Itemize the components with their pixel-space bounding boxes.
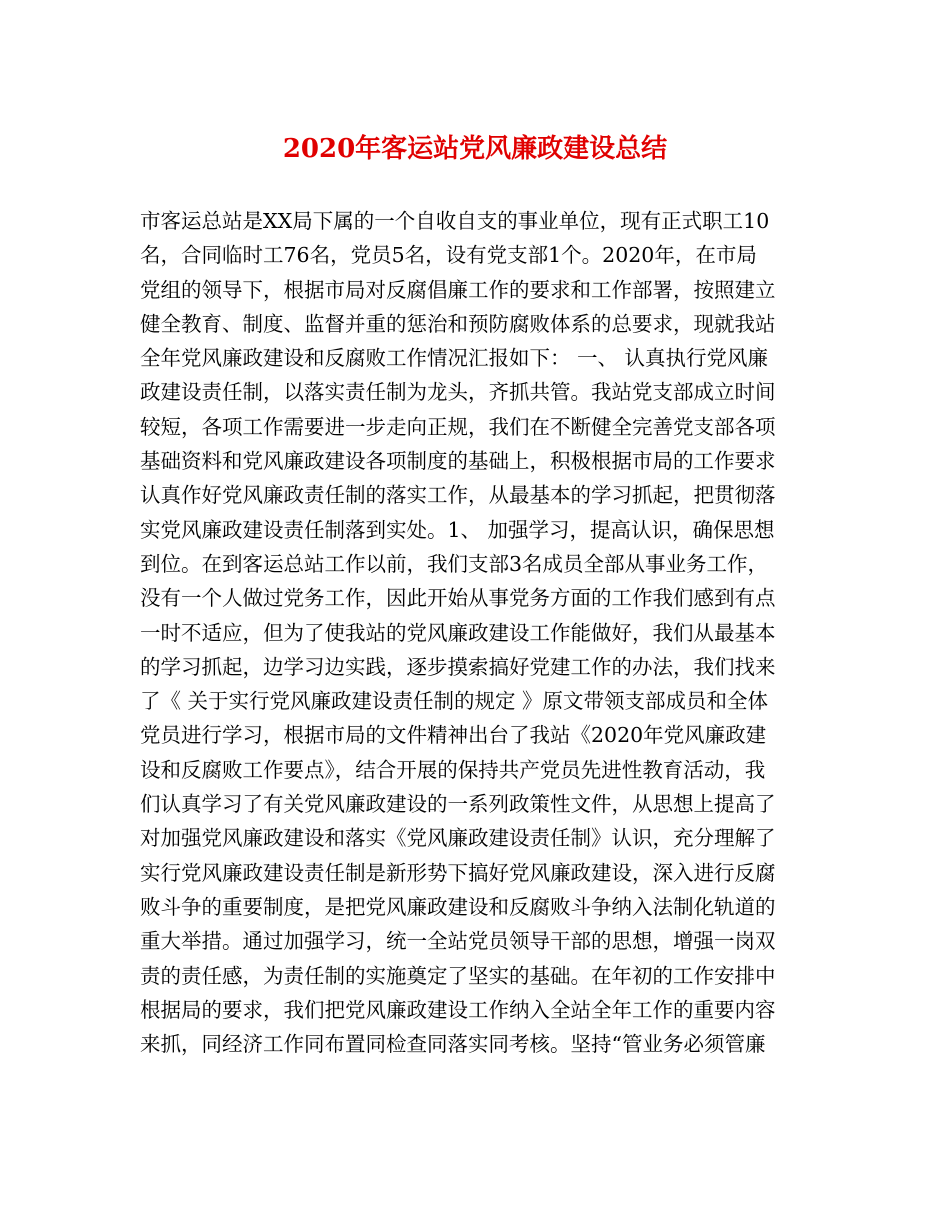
body-line: 政建设责任制，以落实责任制为龙头，齐抓共管。我站党支部成立时间 <box>140 380 776 405</box>
body-line: 到位。在到客运总站工作以前，我们支部3名成员全部从事业务工作， <box>140 551 769 576</box>
body-line: 根据局的要求，我们把党风廉政建设工作纳入全站全年工作的重要内容 <box>140 997 776 1022</box>
document-title: 2020年客运站党风廉政建设总结 <box>282 134 668 164</box>
document-body <box>140 204 820 1061</box>
body-line: 重大举措。通过加强学习，统一全站党员领导干部的思想，增强一岗双 <box>140 929 776 954</box>
body-line: 健全教育、制度、监督并重的惩治和预防腐败体系的总要求，现就我站 <box>140 311 776 336</box>
body-line: 实行党风廉政建设责任制是新形势下搞好党风廉政建设，深入进行反腐 <box>140 860 776 885</box>
body-line: 党员进行学习，根据市局的文件精神出台了我站《2020年党风廉政建 <box>140 723 767 748</box>
body-line: 对加强党风廉政建设和落实《党风廉政建设责任制》认识，充分理解了 <box>140 826 776 851</box>
body-line: 设和反腐败工作要点》，结合开展的保持共产党员先进性教育活动，我 <box>140 757 766 782</box>
body-line: 了《 关于实行党风廉政建设责任制的规定 》原文带领支部成员和全体 <box>140 689 769 714</box>
body-line: 责的责任感，为责任制的实施奠定了坚实的基础。在年初的工作安排中 <box>140 963 776 988</box>
body-line: 们认真学习了有关党风廉政建设的一系列政策性文件，从思想上提高了 <box>140 792 776 817</box>
body-line: 的学习抓起，边学习边实践，逐步摸索搞好党建工作的办法，我们找来 <box>140 654 776 679</box>
body-line: 认真作好党风廉政责任制的落实工作，从最基本的学习抓起，把贯彻落 <box>140 483 776 508</box>
body-line: 全年党风廉政建设和反腐败工作情况汇报如下： 一、 认真执行党风廉 <box>140 346 769 371</box>
body-line: 败斗争的重要制度，是把党风廉政建设和反腐败斗争纳入法制化轨道的 <box>140 894 776 919</box>
body-line: 党组的领导下，根据市局对反腐倡廉工作的要求和工作部署，按照建立 <box>140 277 776 302</box>
body-line: 基础资料和党风廉政建设各项制度的基础上，积极根据市局的工作要求 <box>140 449 776 474</box>
body-line: 实党风廉政建设责任制落到实处。1、 加强学习，提高认识，确保思想 <box>140 517 775 542</box>
body-line: 一时不适应，但为了使我站的党风廉政建设工作能做好，我们从最基本 <box>140 620 776 645</box>
body-line: 较短，各项工作需要进一步走向正规，我们在不断健全完善党支部各项 <box>140 414 776 439</box>
body-line: 市客运总站是XX局下属的一个自收自支的事业单位，现有正式职工10 <box>140 209 770 233</box>
body-line: 没有一个人做过党务工作，因此开始从事党务方面的工作我们感到有点 <box>140 586 776 611</box>
body-line: 来抓，同经济工作同布置同检查同落实同考核。坚持“管业务必须管廉 <box>140 1032 766 1057</box>
body-line: 名，合同临时工76名，党员5名，设有党支部1个。2020年，在市局 <box>140 243 757 268</box>
